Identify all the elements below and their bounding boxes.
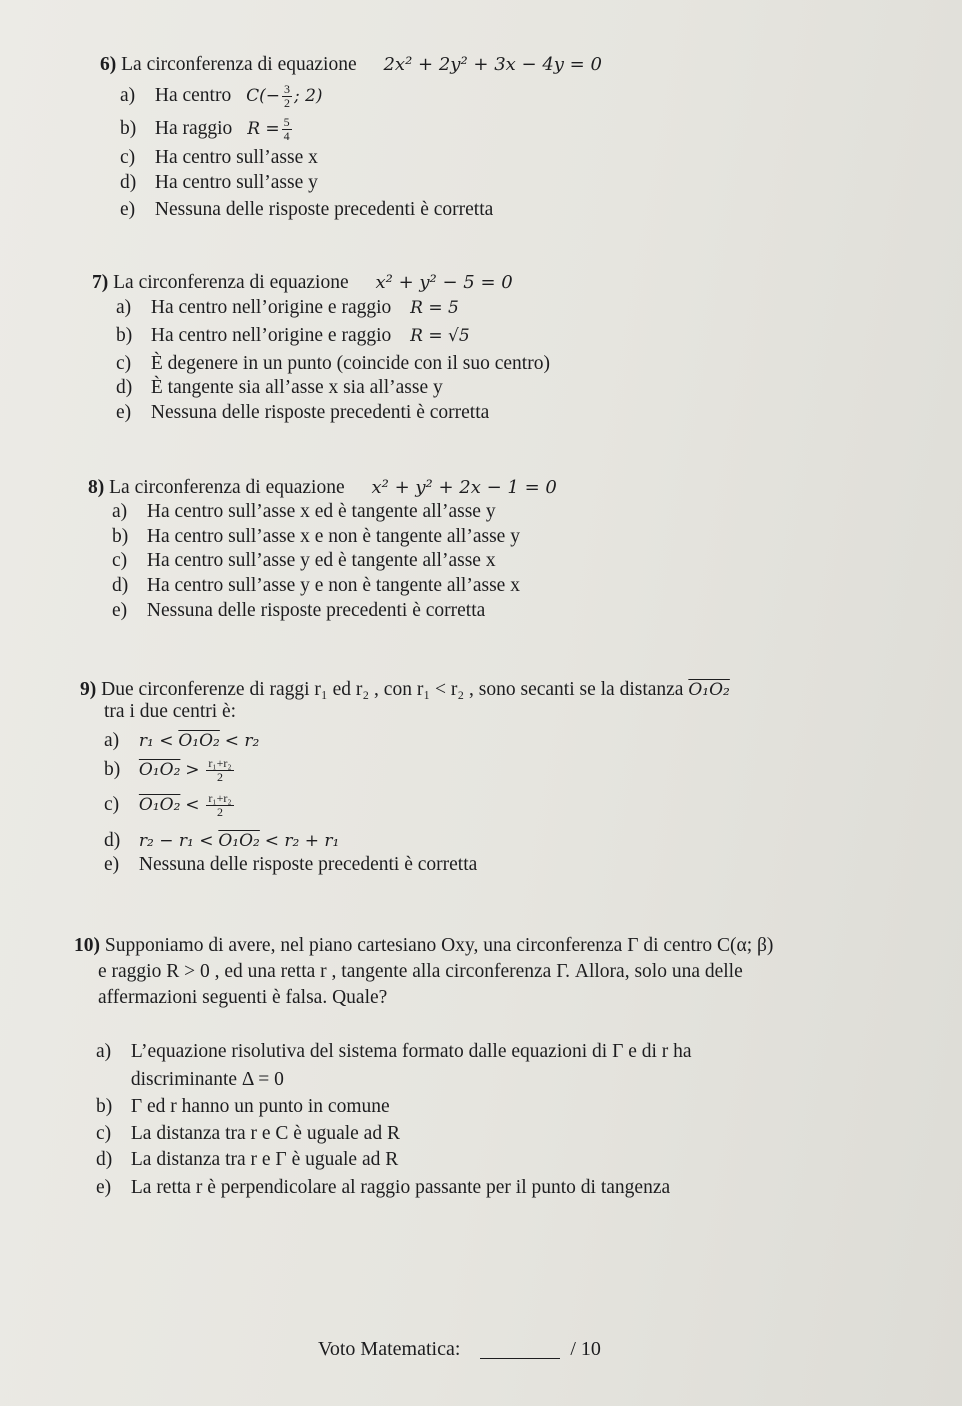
option-label: e) [104, 854, 120, 875]
question-9-stem-continued [104, 700, 236, 724]
fraction [282, 116, 292, 143]
fraction-denominator: 4 [283, 129, 290, 143]
question-10-stem-line2 [98, 960, 743, 984]
grade-max-score: / 10 [570, 1338, 601, 1360]
question-7-stem [92, 271, 513, 295]
option-label: e) [120, 199, 136, 220]
fraction-numerator: r₁+r₂ [208, 791, 232, 805]
option-label: d) [96, 1149, 113, 1170]
question-6-stem [100, 53, 602, 77]
option-text: Nessuna delle risposte precedenti è corretta [138, 854, 478, 875]
option-math-overline: O₁O₂ [138, 759, 181, 780]
question-9-option-a [104, 729, 259, 753]
option-text: La distanza tra r e C è uguale ad R [130, 1123, 400, 1144]
option-label: c) [96, 1123, 112, 1144]
option-label: b) [112, 526, 129, 547]
option-math: R = √5 [410, 326, 470, 346]
option-math: < r₂ + r₁ [264, 831, 340, 851]
fraction-denominator: 2 [283, 96, 290, 110]
option-text: Ha centro sull’asse y ed è tangente all’asse x [146, 550, 496, 571]
question-6-option-e [120, 198, 493, 222]
grade-blank-line [480, 1358, 560, 1359]
fraction-numerator: 5 [283, 115, 290, 129]
question-text: La circonferenza di equazione [109, 477, 345, 498]
question-number: 10) [74, 935, 100, 956]
option-math: C(− [246, 85, 280, 106]
option-label: d) [104, 830, 121, 851]
option-label: a) [112, 501, 128, 522]
question-math: O₁O₂ [688, 680, 730, 700]
question-10-option-a-continued [96, 1068, 284, 1092]
option-text: Ha centro sull’asse x [154, 147, 318, 168]
option-text: Ha centro [154, 84, 232, 106]
option-label: b) [120, 117, 137, 139]
question-equation: x² + y² + 2x − 1 = 0 [371, 477, 557, 498]
question-text: La circonferenza di equazione [113, 272, 349, 293]
question-9-option-b [104, 757, 236, 784]
question-10-option-b [96, 1095, 390, 1119]
option-label: c) [120, 147, 136, 168]
question-8-option-e [112, 599, 485, 623]
option-label: c) [112, 550, 128, 571]
option-math: r₁ < [138, 731, 174, 751]
option-math-overline: O₁O₂ [178, 731, 220, 751]
option-label: a) [104, 730, 120, 751]
question-equation: 2x² + 2y² + 3x − 4y = 0 [383, 54, 602, 75]
question-number: 6) [100, 54, 117, 75]
question-text: e raggio R > 0 , ed una retta r , tangente alla circonferenza Γ. Allora, solo una delle [98, 961, 743, 982]
option-label: a) [96, 1041, 112, 1062]
option-math-overline: O₁O₂ [138, 794, 181, 815]
question-number: 7) [92, 272, 109, 293]
question-7-option-d [116, 376, 443, 400]
option-label: b) [104, 758, 121, 780]
option-math: R = [247, 118, 280, 139]
question-text: Supponiamo di avere, nel piano cartesiano Oxy, una circonferenza Γ di centro C(α; β) [104, 935, 774, 956]
question-10-option-e [96, 1176, 670, 1200]
question-10-stem [74, 934, 773, 958]
option-label: e) [116, 402, 132, 423]
fraction-denominator: 2 [216, 770, 223, 784]
question-10-option-a [96, 1040, 692, 1064]
option-text: discriminante Δ = 0 [130, 1069, 284, 1090]
option-label: c) [116, 353, 132, 374]
question-7-option-c [116, 352, 550, 376]
question-6-option-b [120, 116, 294, 143]
option-text: Ha raggio [154, 117, 233, 139]
option-text: È tangente sia all’asse x sia all’asse y [150, 377, 443, 398]
question-6-option-a [120, 83, 323, 110]
option-text: Ha centro nell’origine e raggio [150, 297, 392, 318]
question-7-option-a [116, 296, 459, 320]
question-9-option-d [104, 829, 339, 853]
option-text: Γ ed r hanno un punto in comune [130, 1096, 390, 1117]
question-6-option-d [120, 171, 318, 195]
option-math: R = 5 [410, 298, 459, 318]
option-label: d) [112, 575, 129, 596]
question-8-option-a [112, 500, 496, 524]
option-math: > [185, 759, 200, 780]
option-label: e) [96, 1177, 112, 1198]
fraction-numerator: 3 [283, 82, 290, 96]
question-8-option-c [112, 549, 496, 573]
question-9-option-c [104, 792, 236, 819]
question-9-stem [80, 678, 730, 702]
option-math: ; 2) [293, 85, 323, 106]
option-math: < r₂ [224, 731, 260, 751]
option-text: L’equazione risolutiva del sistema formato dalle equazioni di Γ e di r ha [130, 1041, 692, 1062]
question-7-option-e [116, 401, 489, 425]
fraction-denominator: 2 [216, 805, 223, 819]
option-text: Ha centro sull’asse x ed è tangente all’asse y [146, 501, 496, 522]
question-text: tra i due centri è: [104, 701, 237, 722]
option-text: Ha centro sull’asse x e non è tangente all’asse y [146, 526, 520, 547]
option-label: a) [120, 84, 136, 106]
option-text: È degenere in un punto (coincide con il suo centro) [150, 353, 550, 374]
question-8-stem [88, 476, 557, 500]
option-label: b) [96, 1096, 113, 1117]
option-math: r₂ − r₁ < [138, 831, 214, 851]
option-label: e) [112, 600, 128, 621]
option-math: < [185, 794, 200, 815]
question-equation: x² + y² − 5 = 0 [375, 272, 513, 293]
option-label: d) [120, 172, 137, 193]
option-math-overline: O₁O₂ [218, 831, 260, 851]
option-label: d) [116, 377, 133, 398]
option-label: c) [104, 793, 120, 815]
option-text: La distanza tra r e Γ è uguale ad R [130, 1149, 399, 1170]
fraction [206, 792, 233, 819]
question-6-option-c [120, 146, 318, 170]
grade-label: Voto Matematica: [318, 1338, 461, 1360]
question-8-option-b [112, 525, 520, 549]
question-7-option-b [116, 324, 470, 348]
question-10-stem-line3 [98, 986, 387, 1010]
question-9-option-e [104, 853, 477, 877]
fraction-numerator: r₁+r₂ [208, 756, 232, 770]
question-text: affermazioni seguenti è falsa. Quale? [98, 987, 388, 1008]
question-number: 9) [80, 679, 97, 700]
fraction [282, 83, 292, 110]
option-label: a) [116, 297, 132, 318]
grade-footer [318, 1338, 601, 1361]
fraction [206, 757, 233, 784]
question-8-option-d [112, 574, 520, 598]
option-text: Nessuna delle risposte precedenti è corretta [146, 600, 486, 621]
question-10-option-d [96, 1148, 398, 1172]
question-10-option-c [96, 1122, 400, 1146]
option-label: b) [116, 325, 133, 346]
option-text: Nessuna delle risposte precedenti è corretta [150, 402, 490, 423]
question-text: Due circonferenze di raggi r₁ ed r₂ , con r₁ < r₂ , sono secanti se la distanza [101, 679, 684, 700]
question-text: La circonferenza di equazione [121, 54, 357, 75]
option-text: Ha centro sull’asse y e non è tangente all’asse x [146, 575, 520, 596]
question-number: 8) [88, 477, 105, 498]
option-text: Nessuna delle risposte precedenti è corretta [154, 199, 494, 220]
option-text: Ha centro nell’origine e raggio [150, 325, 392, 346]
option-text: La retta r è perpendicolare al raggio passante per il punto di tangenza [130, 1177, 671, 1198]
option-text: Ha centro sull’asse y [154, 172, 318, 193]
